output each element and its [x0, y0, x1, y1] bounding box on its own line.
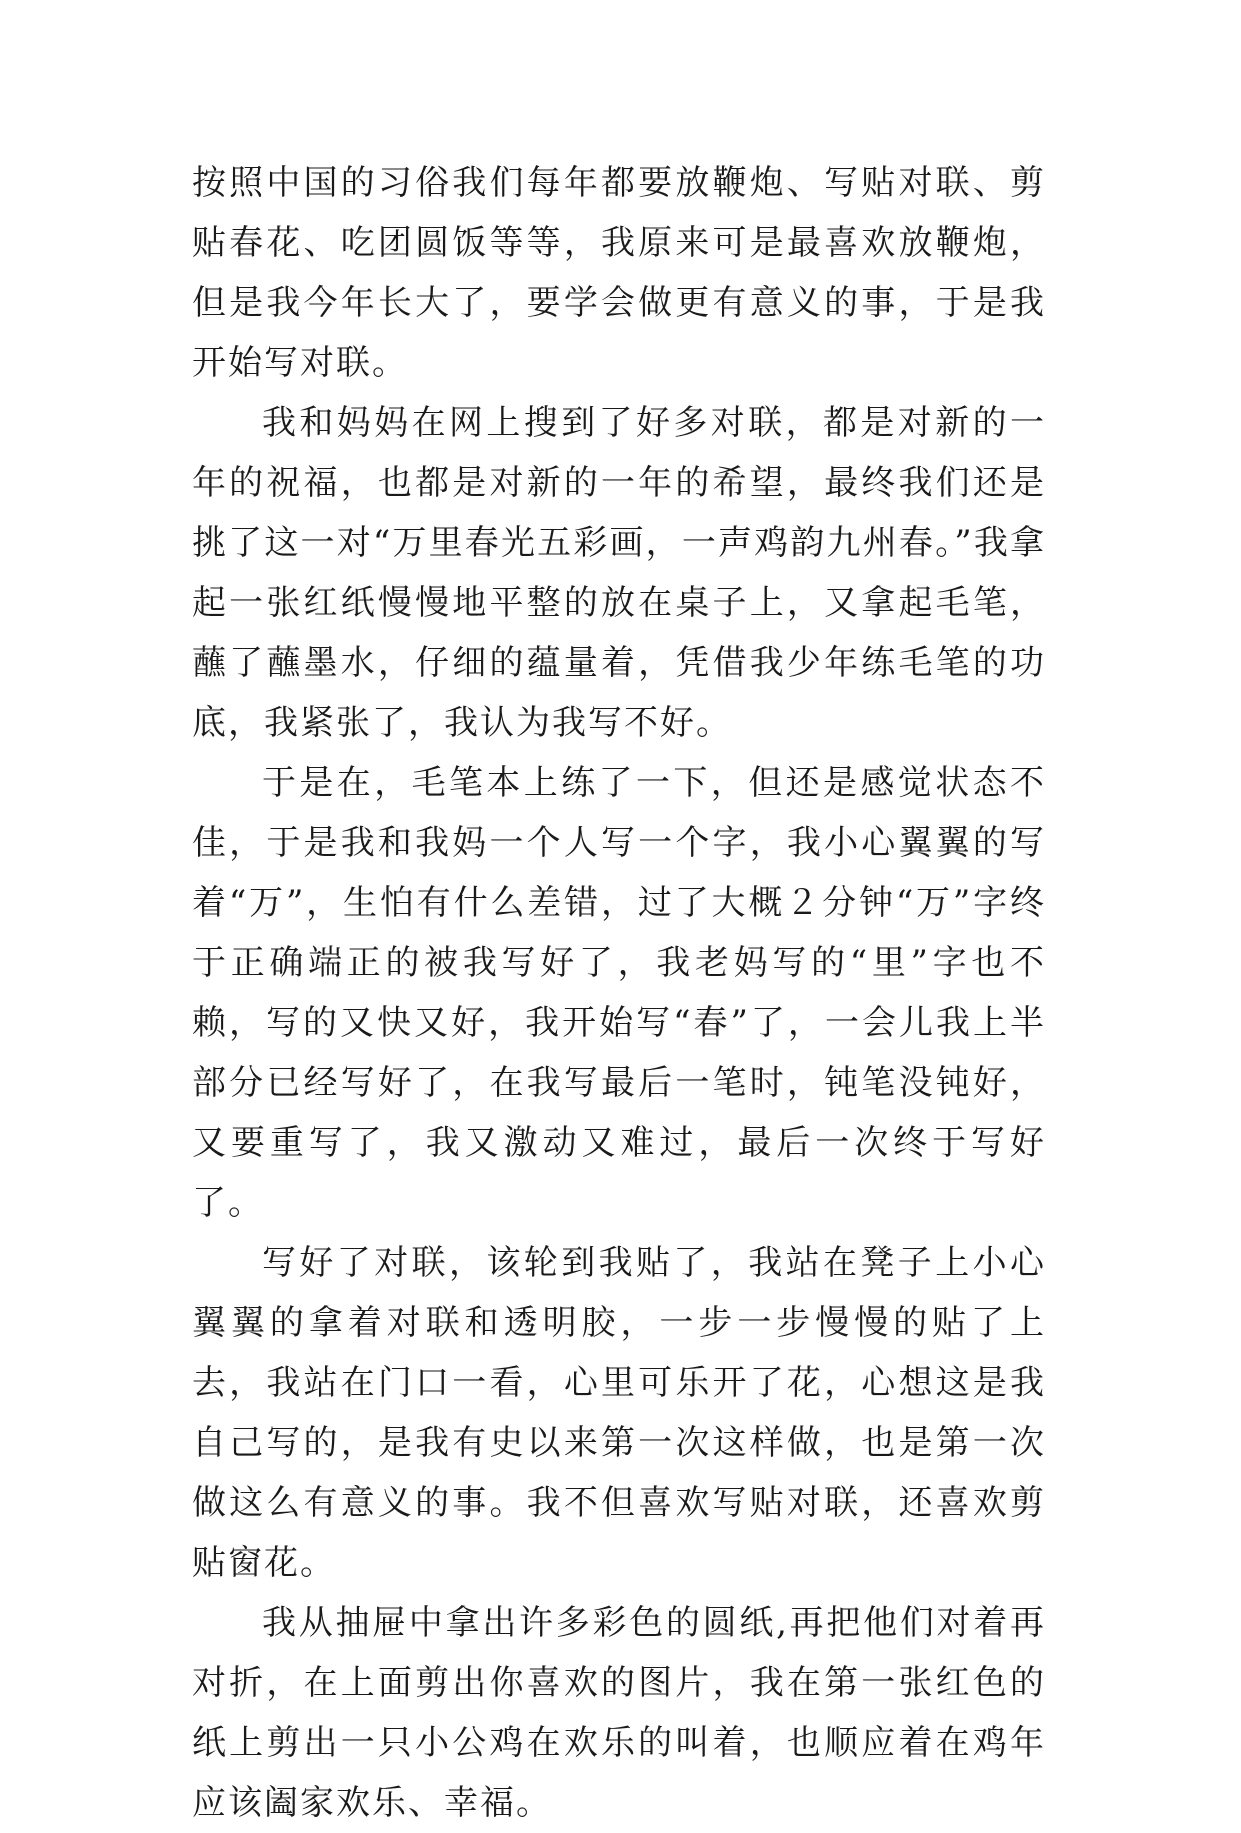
paragraph-writing-couplet: 于是在，毛笔本上练了一下，但还是感觉状态不佳，于是我和我妈一个人写一个字，我小心翼翼的写着“万”，生怕有什么差错，过了大概２分钟“万”字终于正确端正的被我写好了，我老妈写的“里”字也不赖，写的又快又好，我开始写“春”了，一会儿我上半部分已经写好了，在我写最后一笔时，钝笔没钝好，又要重写了，我又激动又难过，最后一次终于写好了。 — [192, 763, 1046, 1223]
paragraph-choosing-couplet: 我和妈妈在网上搜到了好多对联，都是对新的一年的祝福，也都是对新的一年的希望，最终我们还是挑了这一对“万里春光五彩画，一声鸡韵九州春。”我拿起一张红纸慢慢地平整的放在桌子上，又拿起毛笔，蘸了蘸墨水，仔细的蕴量着，凭借我少年练毛笔的功底，我紧张了，我认为我写不好。 — [192, 403, 1046, 743]
paragraph-customs: 按照中国的习俗我们每年都要放鞭炮、写贴对联、剪贴春花、吃团圆饭等等，我原来可是最喜欢放鞭炮，但是我今年长大了，要学会做更有意义的事，于是我开始写对联。 — [192, 163, 1046, 383]
paragraph-paper-cutting: 我从抽屉中拿出许多彩色的圆纸,再把他们对着再对折，在上面剪出你喜欢的图片，我在第一张红色的纸上剪出一只小公鸡在欢乐的叫着，也顺应着在鸡年应该阖家欢乐、幸福。 — [192, 1603, 1046, 1823]
body-text — [192, 153, 1046, 1833]
paragraph-pasting-couplet: 写好了对联，该轮到我贴了，我站在凳子上小心翼翼的拿着对联和透明胶，一步一步慢慢的贴了上去，我站在门口一看，心里可乐开了花，心想这是我自己写的，是我有史以来第一次这样做，也是第一次做这么有意义的事。我不但喜欢写贴对联，还喜欢剪贴窗花。 — [192, 1243, 1046, 1583]
